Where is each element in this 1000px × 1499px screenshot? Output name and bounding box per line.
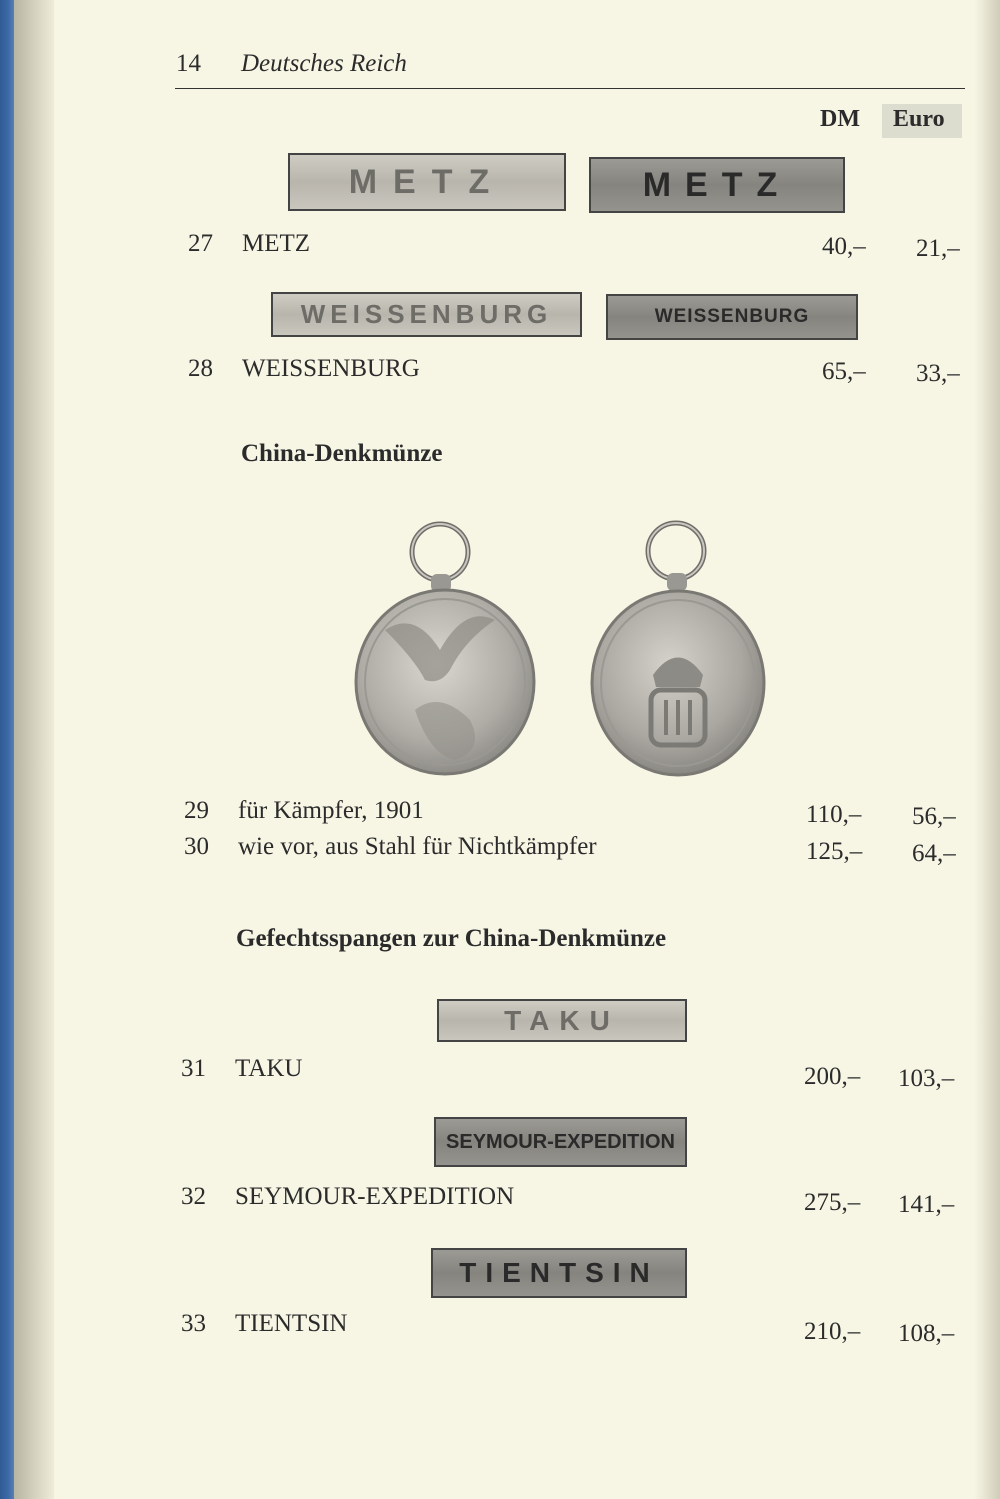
item-name: METZ [242, 230, 311, 257]
item-number: 31 [181, 1055, 206, 1082]
clasp-image-weissenburg-front [271, 292, 582, 337]
item-name: SEYMOUR-EXPEDITION [235, 1183, 515, 1210]
item-number: 28 [188, 355, 213, 382]
running-title: Deutsches Reich [241, 50, 407, 77]
clasp-image-seymour-expedition [434, 1117, 687, 1167]
clasp-lettering: METZ [642, 165, 792, 204]
page-number: 14 [176, 50, 201, 77]
item-name: TAKU [235, 1055, 303, 1082]
item-price-dm: 110,– [806, 801, 862, 828]
item-number: 33 [181, 1310, 206, 1337]
item-number: 30 [184, 833, 209, 860]
clasp-image-metz-front [288, 153, 566, 211]
item-name: wie vor, aus Stahl für Nichtkämpfer [238, 833, 597, 860]
item-price-euro: 141,– [898, 1191, 955, 1218]
item-name: für Kämpfer, 1901 [238, 797, 424, 824]
item-price-dm: 40,– [822, 233, 866, 260]
item-number: 27 [188, 230, 213, 257]
item-price-euro: 103,– [898, 1065, 955, 1092]
page-right-edge [974, 0, 1000, 1499]
clasp-image-metz-back [589, 157, 845, 213]
item-price-euro: 108,– [898, 1320, 955, 1347]
section-heading-china: China-Denkmünze [241, 440, 443, 467]
clasp-image-taku [437, 999, 687, 1042]
clasp-lettering: TAKU [504, 1004, 620, 1036]
item-price-dm: 210,– [804, 1318, 861, 1345]
item-price-dm: 65,– [822, 358, 866, 385]
item-price-euro: 56,– [912, 803, 956, 830]
column-header-dm: DM [820, 106, 860, 132]
item-name: TIENTSIN [235, 1310, 348, 1337]
book-binding-edge [0, 0, 14, 1499]
clasp-image-weissenburg-back [606, 294, 858, 340]
section-heading-gefechtsspangen: Gefechtsspangen zur China-Denkmünze [236, 925, 667, 952]
gutter-shadow [14, 0, 54, 1499]
item-price-euro: 64,– [912, 840, 956, 867]
item-price-euro: 33,– [916, 360, 960, 387]
item-price-euro: 21,– [916, 235, 960, 262]
medal-image-obverse [345, 510, 545, 790]
item-number: 32 [181, 1183, 206, 1210]
clasp-image-tientsin [431, 1248, 687, 1298]
item-price-dm: 275,– [804, 1189, 861, 1216]
item-number: 29 [184, 797, 209, 824]
medal-image-reverse [588, 515, 768, 790]
clasp-lettering: METZ [348, 162, 506, 201]
item-name: WEISSENBURG [242, 355, 420, 382]
item-price-dm: 125,– [806, 838, 863, 865]
clasp-lettering: TIENTSIN [459, 1257, 659, 1288]
column-header-euro: Euro [893, 106, 945, 132]
clasp-lettering: WEISSENBURG [654, 306, 810, 327]
clasp-lettering: WEISSENBURG [300, 299, 553, 329]
item-price-dm: 200,– [804, 1063, 861, 1090]
clasp-lettering: SEYMOUR-EXPEDITION [446, 1130, 675, 1153]
header-rule [175, 88, 965, 89]
